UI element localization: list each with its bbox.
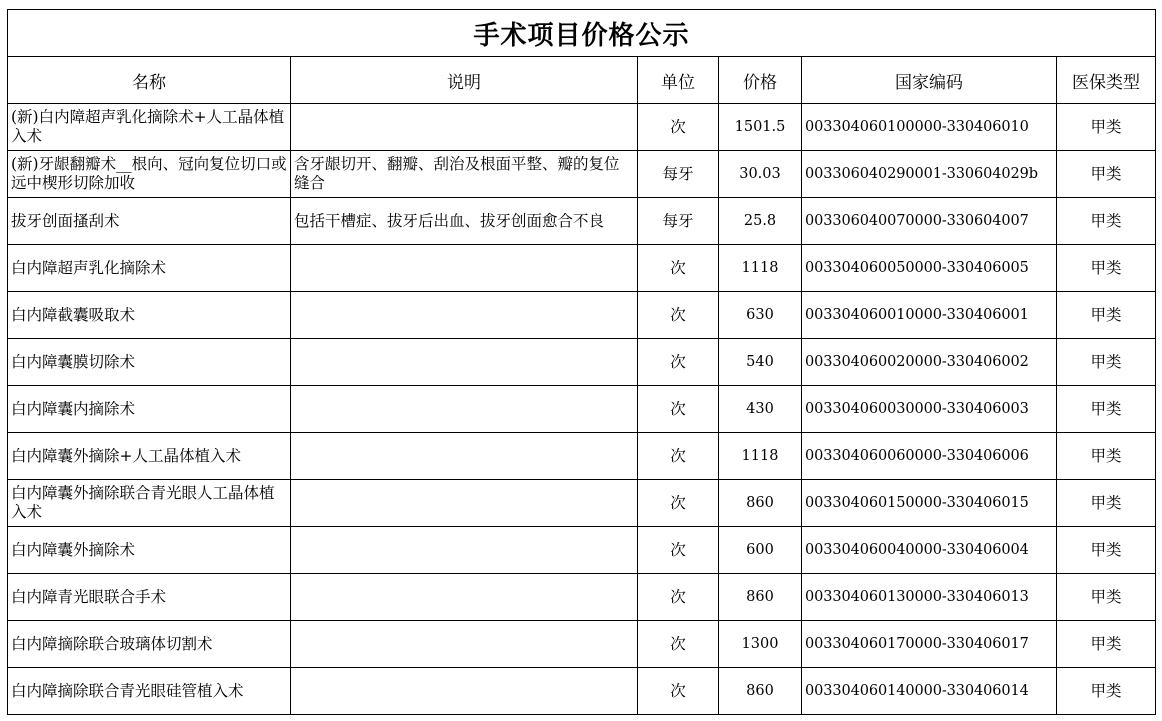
- item-insurance-type-cell: 甲类: [1057, 433, 1156, 480]
- item-unit-cell: 次: [638, 527, 719, 574]
- item-unit-cell: 次: [638, 574, 719, 621]
- item-price-cell: 25.8: [719, 198, 802, 245]
- item-name-cell: 白内障囊外摘除+人工晶体植入术: [8, 433, 291, 480]
- column-header-national-code: 国家编码: [802, 57, 1057, 104]
- item-name-cell: 白内障青光眼联合手术: [8, 574, 291, 621]
- table-row: [8, 292, 1156, 339]
- item-insurance-type-cell: 甲类: [1057, 339, 1156, 386]
- item-unit-cell: 次: [638, 292, 719, 339]
- table-row: [8, 527, 1156, 574]
- item-insurance-type-cell: 甲类: [1057, 386, 1156, 433]
- item-insurance-type-cell: 甲类: [1057, 527, 1156, 574]
- item-name-cell: 白内障囊外摘除术: [8, 527, 291, 574]
- table-row: [8, 574, 1156, 621]
- item-description-cell: [291, 292, 638, 339]
- item-unit-cell: 次: [638, 386, 719, 433]
- table-body: [8, 104, 1156, 715]
- item-description-cell: [291, 668, 638, 715]
- item-insurance-type-cell: 甲类: [1057, 198, 1156, 245]
- item-name-cell: 白内障囊膜切除术: [8, 339, 291, 386]
- item-code-cell: 003304060140000-330406014: [802, 668, 1057, 715]
- item-unit-cell: 次: [638, 480, 719, 527]
- item-description-cell: [291, 386, 638, 433]
- item-unit-cell: 每牙: [638, 198, 719, 245]
- item-description-cell: [291, 574, 638, 621]
- item-unit-cell: 次: [638, 433, 719, 480]
- item-price-cell: 1501.5: [719, 104, 802, 151]
- item-insurance-type-cell: 甲类: [1057, 621, 1156, 668]
- item-unit-cell: 次: [638, 339, 719, 386]
- item-description-cell: [291, 245, 638, 292]
- item-code-cell: 003304060130000-330406013: [802, 574, 1057, 621]
- item-price-cell: 860: [719, 574, 802, 621]
- item-price-cell: 30.03: [719, 151, 802, 198]
- item-insurance-type-cell: 甲类: [1057, 151, 1156, 198]
- header-row: [8, 57, 1156, 104]
- table-row: [8, 104, 1156, 151]
- item-price-cell: 1118: [719, 245, 802, 292]
- item-description-cell: [291, 339, 638, 386]
- item-code-cell: 003304060150000-330406015: [802, 480, 1057, 527]
- item-description-cell: [291, 433, 638, 480]
- item-name-cell: 白内障超声乳化摘除术: [8, 245, 291, 292]
- table-row: [8, 668, 1156, 715]
- table-row: [8, 433, 1156, 480]
- item-code-cell: 003306040290001-330604029b: [802, 151, 1057, 198]
- table-row: [8, 198, 1156, 245]
- item-insurance-type-cell: 甲类: [1057, 104, 1156, 151]
- column-header-price: 价格: [719, 57, 802, 104]
- item-name-cell: 白内障囊外摘除联合青光眼人工晶体植入术: [8, 480, 291, 527]
- table-row: [8, 621, 1156, 668]
- table-row: [8, 339, 1156, 386]
- item-price-cell: 860: [719, 480, 802, 527]
- item-insurance-type-cell: 甲类: [1057, 480, 1156, 527]
- table-title: 手术项目价格公示: [8, 10, 1156, 57]
- item-price-cell: 600: [719, 527, 802, 574]
- item-code-cell: 003304060170000-330406017: [802, 621, 1057, 668]
- column-header-name: 名称: [8, 57, 291, 104]
- item-price-cell: 430: [719, 386, 802, 433]
- table-row: [8, 386, 1156, 433]
- item-price-cell: 860: [719, 668, 802, 715]
- table-row: [8, 151, 1156, 198]
- item-description-cell: [291, 527, 638, 574]
- item-unit-cell: 次: [638, 104, 719, 151]
- item-code-cell: 003304060050000-330406005: [802, 245, 1057, 292]
- column-header-insurance-type: 医保类型: [1057, 57, 1156, 104]
- item-unit-cell: 次: [638, 245, 719, 292]
- item-insurance-type-cell: 甲类: [1057, 668, 1156, 715]
- table-row: [8, 480, 1156, 527]
- item-code-cell: 003304060020000-330406002: [802, 339, 1057, 386]
- item-description-cell: [291, 480, 638, 527]
- item-unit-cell: 次: [638, 621, 719, 668]
- item-name-cell: (新)白内障超声乳化摘除术+人工晶体植入术: [8, 104, 291, 151]
- item-price-cell: 1118: [719, 433, 802, 480]
- item-insurance-type-cell: 甲类: [1057, 245, 1156, 292]
- item-description-cell: [291, 104, 638, 151]
- column-header-description: 说明: [291, 57, 638, 104]
- item-name-cell: 白内障截囊吸取术: [8, 292, 291, 339]
- item-price-cell: 1300: [719, 621, 802, 668]
- item-code-cell: 003304060030000-330406003: [802, 386, 1057, 433]
- item-code-cell: 003304060100000-330406010: [802, 104, 1057, 151]
- item-description-cell: [291, 621, 638, 668]
- item-description-cell: 包括干槽症、拔牙后出血、拔牙创面愈合不良: [291, 198, 638, 245]
- column-header-unit: 单位: [638, 57, 719, 104]
- price-table: [7, 9, 1156, 715]
- item-name-cell: 白内障摘除联合青光眼硅管植入术: [8, 668, 291, 715]
- item-name-cell: 拔牙创面搔刮术: [8, 198, 291, 245]
- item-name-cell: 白内障摘除联合玻璃体切割术: [8, 621, 291, 668]
- item-code-cell: 003306040070000-330604007: [802, 198, 1057, 245]
- item-unit-cell: 次: [638, 668, 719, 715]
- item-code-cell: 003304060010000-330406001: [802, 292, 1057, 339]
- item-price-cell: 540: [719, 339, 802, 386]
- item-code-cell: 003304060040000-330406004: [802, 527, 1057, 574]
- item-unit-cell: 每牙: [638, 151, 719, 198]
- item-name-cell: (新)牙龈翻瓣术__根向、冠向复位切口或远中楔形切除加收: [8, 151, 291, 198]
- item-code-cell: 003304060060000-330406006: [802, 433, 1057, 480]
- table-row: [8, 245, 1156, 292]
- item-insurance-type-cell: 甲类: [1057, 574, 1156, 621]
- item-description-cell: 含牙龈切开、翻瓣、刮治及根面平整、瓣的复位缝合: [291, 151, 638, 198]
- item-price-cell: 630: [719, 292, 802, 339]
- item-insurance-type-cell: 甲类: [1057, 292, 1156, 339]
- item-name-cell: 白内障囊内摘除术: [8, 386, 291, 433]
